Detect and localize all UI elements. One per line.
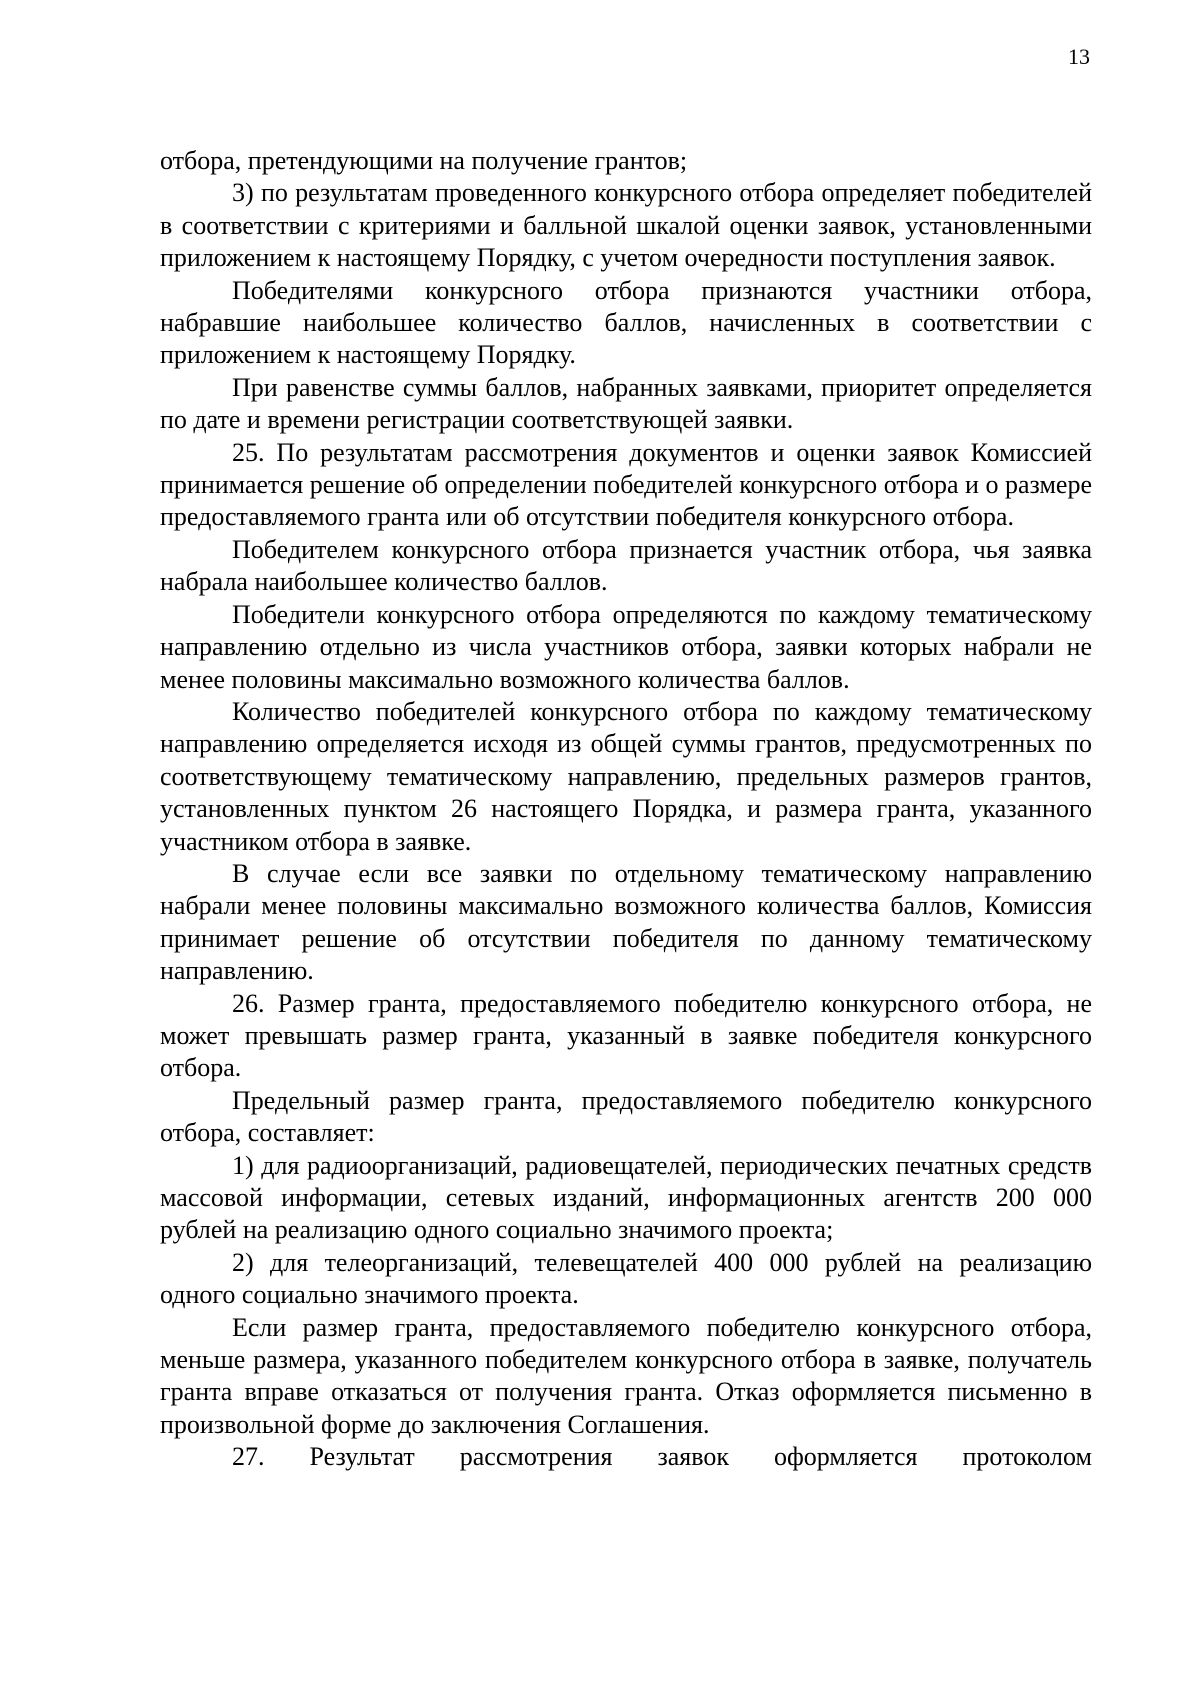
paragraph-clause-27: 27. Результат рассмотрения заявок оформляется протоколом bbox=[232, 1442, 1092, 1472]
paragraph-clause-26: 26. Размер гранта, предоставляемого победителю конкурсного отбора, не может превышать размер гранта, указанный в заявке победителя конкурсного отбора. bbox=[160, 988, 1092, 1083]
paragraph-no-winner-case: В случае если все заявки по отдельному тематическому направлению набрали менее половины максимально возможного количества баллов, Комиссия принимает решение об отсутствии победителя по данному тематическому направлению. bbox=[160, 858, 1092, 986]
paragraph-clause-25: 25. По результатам рассмотрения документов и оценки заявок Комиссией принимается решение об определении победителей конкурсного отбора и о размере предоставляемого гранта или об отсутствии победителя конкурсного отбора. bbox=[160, 437, 1092, 532]
paragraph-equal-score-priority: При равенстве суммы баллов, набранных заявками, приоритет определяется по дате и времени регистрации соответствующей заявки. bbox=[160, 372, 1092, 435]
document-body bbox=[160, 145, 1092, 1474]
paragraph-item-3: 3) по результатам проведенного конкурсного отбора определяет победителей в соответствии с критериями и балльной шкалой оценки заявок, установленными приложением к настоящему Порядку, с учетом очередности поступления заявок. bbox=[160, 178, 1092, 273]
paragraph-winners-recognition: Победителями конкурсного отбора признаются участники отбора, набравшие наибольшее количество баллов, начисленных в соответствии с приложением к настоящему Порядку. bbox=[160, 275, 1092, 370]
paragraph-grant-refusal: Если размер гранта, предоставляемого победителю конкурсного отбора, меньше размера, указанного победителем конкурсного отбора в заявке, получатель гранта вправе отказаться от получения гранта. Отказ оформляется письменно в произвольной форме до заключения Соглашения. bbox=[160, 1312, 1092, 1439]
paragraph-winners-by-direction: Победители конкурсного отбора определяются по каждому тематическому направлению отдельно из числа участников отбора, заявки которых набрали не менее половины максимально возможного количества баллов. bbox=[160, 599, 1092, 694]
paragraph-winners-count: Количество победителей конкурсного отбора по каждому тематическому направлению определяется исходя из общей суммы грантов, предусмотренных по соответствующему тематическому направлению, предельных размеров грантов, установленных пунктом 26 настоящего Порядка, и размера гранта, указанного участником отбора в заявке. bbox=[160, 696, 1092, 856]
paragraph-max-grant-item-2: 2) для телеорганизаций, телевещателей 400 000 рублей на реализацию одного социально значимого проекта. bbox=[160, 1247, 1092, 1310]
page-number: 13 bbox=[1068, 44, 1090, 69]
paragraph-max-grant-size: Предельный размер гранта, предоставляемого победителю конкурсного отбора, составляет: bbox=[160, 1085, 1092, 1148]
paragraph-winner-definition: Победителем конкурсного отбора признается участник отбора, чья заявка набрала наибольшее количество баллов. bbox=[160, 534, 1092, 597]
paragraph-max-grant-item-1: 1) для радиоорганизаций, радиовещателей, периодических печатных средств массовой информации, сетевых изданий, информационных агентств 200 000 рублей на реализацию одного социально значимого проекта; bbox=[160, 1150, 1092, 1245]
paragraph-continuation: отбора, претендующими на получение грантов; bbox=[160, 146, 688, 175]
